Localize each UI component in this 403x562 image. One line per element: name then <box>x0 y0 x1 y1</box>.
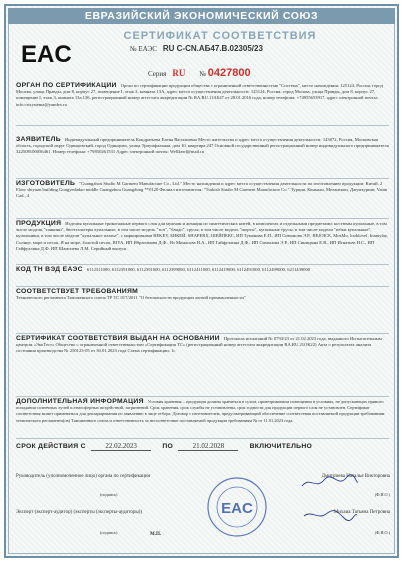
requirements-label: СООТВЕТСТВУЕТ ТРЕБОВАНИЯМ <box>16 288 139 295</box>
product-text: Изделия купальные трикотажные первого слоя для мужчин и женщин из синтетических нитей, в комплектах и отдельными предметами: костюмы купальные, в том числе модели "танкини", бюстгальтеры купальные, в том числе модель "топ", "бандо", трусы, в том числе модель "шорты", купальные трусы, в том числе модели "юбки купальные", купальники, в том числе модели "купальное платье", с маркировками BEKEY, БИКЕЙ, SHAPERX, ШЕЙПЕКС, ИП Туманова Е.П., ИП Симонова Э.Р., REJOICE, MosMo, looklovel, Inamylay, Солнце, море и песок, Я на море, Золотой песок, RIYA, ИП Ибрагимова Д.Ф., Из Минасова Н.А., ИП Гайфуллина Д.Ф., ИП Симонова Э.Р., ИП Синицына Е.В., ИП Игнатьев Н.С., ИП Гайфуллина Д.Ф. ИП Шамсиева Л.М. Серийный выпуск <box>16 221 388 251</box>
requirements-section <box>16 289 389 301</box>
certificate-title: СЕРТИФИКАТ СООТВЕТСТВИЯ <box>123 30 317 42</box>
extra-info-label: ДОПОЛНИТЕЛЬНАЯ ИНФОРМАЦИЯ <box>16 398 144 405</box>
hs-code-section <box>16 267 389 273</box>
registration-line <box>130 44 263 53</box>
series-label: Серия <box>148 70 167 78</box>
head-signature-icon <box>300 474 360 492</box>
head-signature-title: Руководитель (уполномоченное лицо) органа по сертификации <box>16 474 151 479</box>
series-line <box>148 67 251 79</box>
extra-info-text: Условия хранения – продукция должна храниться в сухом, проветриваемом помещении в условиях, не допускающих прямого попадания солнечных лучей и атмосферных воздействий, загрязнений. Срок хранения, срок службы не установлены, срок годности для продукции первого слоя не установлен. Сертификат соответствия может применяться для декларирования по заявлению в лице отбора. Договор с изготовителем, предусматривающий обеспечение соответствия поставляемой продукции требованиям технического регламента(ов) Таможенного союза и ответственность за несоответствие поставляемой продукции требованиям № от 11.01.2023 года. <box>16 399 385 423</box>
divider <box>16 264 389 265</box>
applicant-label: ЗАЯВИТЕЛЬ <box>16 136 61 143</box>
divider <box>16 178 389 179</box>
stamp-icon <box>206 476 268 538</box>
hs-code-label: КОД ТН ВЭД ЕАЭС <box>16 266 83 273</box>
basis-label: СЕРТИФИКАТ СООТВЕТСТВИЯ ВЫДАН НА ОСНОВАНИИ <box>16 335 220 342</box>
eac-mark-text: EAC <box>21 41 72 68</box>
header-band <box>8 8 395 24</box>
divider <box>16 286 389 287</box>
union-title: ЕВРАЗИЙСКИЙ ЭКОНОМИЧЕСКИЙ СОЮЗ <box>84 10 319 22</box>
series-number-label: № <box>199 70 207 78</box>
applicant-section <box>16 137 389 156</box>
validity-from-label: СРОК ДЕЙСТВИЯ С <box>16 443 86 450</box>
stamp-place-label: М.П. <box>150 532 162 537</box>
series-code: RU <box>172 68 186 78</box>
divider <box>16 218 389 219</box>
organ-section <box>16 83 389 108</box>
registration-label: № ЕАЭС <box>130 45 157 53</box>
divider <box>16 438 389 439</box>
product-section <box>16 221 389 252</box>
manufacturer-text: "Guangzhou Studio M Garment Manufacture Co., Ltd." Место нахождения и адрес места осуществления деятельности по изготовлению продукции: Китай, 2 Floor shiyuan building Gongyedadao middle Guangzhou Guangdong **0120 Филиал изготовителя: "Turkish Studio M Garment Manufacture Co." Турция, Коньяли, Меланткои, Джумхурият, Vatan Cad., 4 <box>16 181 388 199</box>
hs-code-text: 6112311000, 6112391000, 6112391000, 6112399000, 6112411000, 6112419000, 6112491000, 6112499000, 6211439000 <box>86 267 311 272</box>
expert-name-caption: (Ф.И.О.) <box>374 530 390 535</box>
expert-signature-caption: (подпись) <box>100 530 118 535</box>
divider <box>16 333 389 334</box>
divider <box>16 125 389 126</box>
eac-mark-icon <box>20 38 72 68</box>
manufacturer-label: ИЗГОТОВИТЕЛЬ <box>16 180 76 187</box>
manufacturer-section <box>16 181 389 200</box>
stamp-mark: EAC <box>221 500 253 517</box>
validity-to-label: ПО <box>162 443 174 450</box>
validity-to-date: 21.02.2028 <box>178 442 238 451</box>
series-number: 0427800 <box>207 67 251 79</box>
head-name-caption: (Ф.И.О.) <box>374 492 390 497</box>
extra-info-section <box>16 399 389 424</box>
expert-signature-icon <box>300 506 360 524</box>
expert-signature-name: Михаиа Татьяна Петровна <box>333 510 390 515</box>
validity-from-date: 22.02.2023 <box>91 442 151 451</box>
organ-label: ОРГАН ПО СЕРТИФИКАЦИИ <box>16 82 117 89</box>
validity-inclusive: ВКЛЮЧИТЕЛЬНО <box>249 443 313 450</box>
applicant-text: Индивидуальный предприниматель Кондратьева Елена Васильевна Место жительства и адрес места осуществления деятельности: 143072, Россия, Московская область, городской округ Одинцовский, город Одинцово, улица Триумфальная, дом 10, квартира 247 Основной государственный регистрационный номер индивидуального предпринимателя 322508100056461. Номер телефона: +79850261531 Адрес электронной почты: Wellkerd@mail.ru <box>16 137 389 155</box>
requirements-text: Технического регламента Таможенного союза ТР ТС 017/2011 "О безопасности продукции легкой промышленности" <box>16 295 246 301</box>
basis-text: Протокола испытаний № 0793/23 от 21.02.2023 года, выданного Испытательным центром «ЭкоТест» Общество с ограниченной ответственностью «Сертификация ТС» (регистрационный номер аттестата аккредитации RA.RU.21ОК22) Акта о результатах анализа состояния производства № 250123-05 от 30.01.2023 года Схема сертификации: 1с <box>16 336 382 354</box>
product-label: ПРОДУКЦИЯ <box>16 220 62 227</box>
head-signature-caption: (подпись) <box>100 492 118 497</box>
registration-number: RU C-CN.АБ47.В.02305/23 <box>162 44 263 53</box>
basis-section <box>16 336 389 355</box>
expert-signature-title: Эксперт (эксперт-аудитор) (эксперты (эксперты-аудиторы)) <box>16 510 143 515</box>
divider <box>16 396 389 397</box>
validity-line <box>16 442 389 451</box>
head-signature-name: Дмитриева Наталья Викторовна <box>321 474 390 479</box>
organ-text: Орган по сертификации продукции общества с ограниченной ответственностью "Система", место нахождения: 125124, Россия, город Москва, улица Правды, дом 8, корпус 27, помещение I, этаж 3, комната 13А, адрес места осуществления деятельности: 125124, Россия, город Москва, улица Правды, дом 8, корпус 27, помещение I, этаж 3, комната 13а,136, регистрационный номер аттестата аккредитации № RA.RU.11АБ47 от 28.01.2016 года, номер телефона: +74955653917, адрес электронной почты: info.cstsystema@yandex.ru <box>16 83 383 107</box>
